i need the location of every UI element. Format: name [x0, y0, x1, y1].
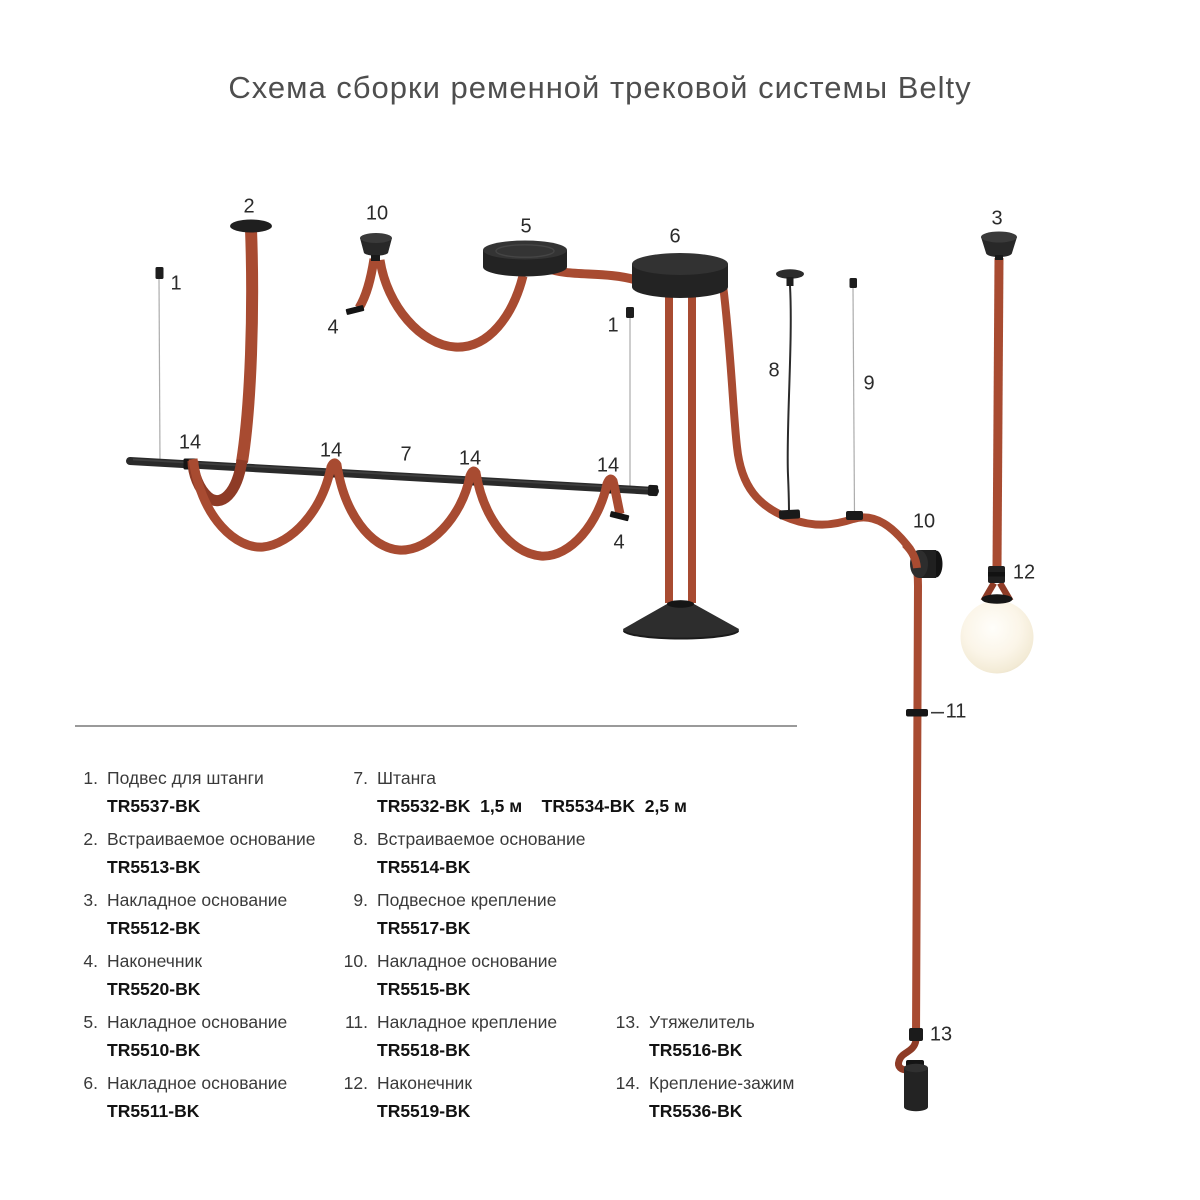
legend-item-number: 2.: [83, 829, 98, 849]
legend-item-number: 13.: [615, 1012, 640, 1032]
legend-item: [330, 1012, 557, 1062]
legend-item-code: TR5518-BK: [377, 1039, 471, 1060]
part-callout: 4: [327, 316, 339, 339]
legend-item-code: TR5517-BK: [377, 917, 471, 938]
legend-item: [330, 890, 556, 940]
surface-clip-11: [906, 709, 944, 717]
belt-end-tip: [346, 305, 365, 315]
legend-item-name: Встраиваемое основание: [107, 829, 316, 849]
legend-divider: [75, 725, 797, 727]
part-callout: 8: [768, 359, 780, 382]
legend-item-code: TR5511-BK: [107, 1100, 200, 1121]
part-callout: 12: [1012, 561, 1036, 584]
legend-item-name: Утяжелитель: [649, 1012, 755, 1032]
part-callout: 10: [365, 202, 389, 225]
part-callout: 1: [170, 272, 182, 295]
recessed-base-2: [230, 220, 272, 233]
legend-item-code: TR5519-BK: [377, 1100, 471, 1121]
weight-13: [898, 1028, 928, 1111]
legend-item-name: Наконечник: [377, 1073, 472, 1093]
page-title: Схема сборки ременной трековой системы Belty: [228, 70, 972, 105]
legend-item: [60, 1012, 287, 1062]
legend-item-number: 10.: [343, 951, 368, 971]
part-callout: 14: [596, 454, 620, 477]
legend-item-name: Штанга: [377, 768, 436, 788]
legend-item: [598, 1073, 794, 1123]
legend-item: [330, 768, 687, 818]
legend-item-number: 6.: [83, 1073, 98, 1093]
legend-item: [330, 829, 586, 879]
legend-item-number: 9.: [353, 890, 368, 910]
part-callout: 14: [178, 431, 202, 454]
part-callout: 2: [243, 195, 255, 218]
legend-item-code: TR5512-BK: [107, 917, 201, 938]
surface-base-10-right: [905, 544, 943, 578]
legend-item: [60, 1073, 287, 1123]
legend-item-number: 12.: [343, 1073, 368, 1093]
legend-item-code: TR5510-BK: [107, 1039, 201, 1060]
part-callout: 13: [929, 1023, 953, 1046]
legend-item-name: Накладное основание: [107, 1012, 288, 1032]
part-callout: 14: [458, 447, 482, 470]
belt-left-run: [193, 229, 629, 556]
part-callout: 9: [863, 372, 875, 395]
legend-item-code: TR5537-BK: [107, 795, 201, 816]
part-callout: 4: [613, 531, 625, 554]
legend-item-code: TR5532-BK 1,5 м TR5534-BK 2,5 м: [377, 795, 687, 816]
legend-item: [330, 951, 557, 1001]
legend-item: [60, 890, 287, 940]
part-callout: 6: [669, 225, 681, 248]
legend-item: [60, 951, 202, 1001]
legend-item-code: TR5536-BK: [649, 1100, 743, 1121]
legend-item-number: 14.: [615, 1073, 640, 1093]
legend-item-code: TR5515-BK: [377, 978, 471, 999]
part-callout: 1: [607, 314, 619, 337]
recessed-base-8: [776, 269, 804, 519]
legend-item-number: 8.: [353, 829, 368, 849]
legend-item-name: Встраиваемое основание: [377, 829, 586, 849]
part-callout: 7: [400, 443, 412, 466]
legend-item: [60, 768, 264, 818]
legend-item-code: TR5516-BK: [649, 1039, 743, 1060]
rod-hanger-wire-left: [156, 267, 164, 462]
legend-item-number: 7.: [353, 768, 368, 788]
surface-base-5: [483, 241, 636, 281]
legend-item-name: Накладное основание: [107, 890, 288, 910]
legend-item-name: Наконечник: [107, 951, 202, 971]
legend-item-number: 1.: [83, 768, 98, 788]
cone-shade: [623, 600, 739, 639]
legend-item-number: 11.: [344, 1012, 368, 1032]
legend-item-name: Накладное основание: [107, 1073, 288, 1093]
legend-item-name: Подвесное крепление: [377, 890, 557, 910]
legend-item-code: TR5513-BK: [107, 856, 201, 877]
legend-item-name: Накладное основание: [377, 951, 558, 971]
part-callout: 11: [945, 700, 967, 723]
legend-item: [60, 829, 316, 879]
legend-item-name: Накладное крепление: [377, 1012, 558, 1032]
legend-item: [330, 1073, 472, 1123]
pendant-mount-9: [846, 278, 863, 520]
part-callout: 14: [319, 439, 343, 462]
legend-item-number: 5.: [83, 1012, 98, 1032]
rod-hanger-wire-right: [626, 307, 634, 488]
legend-item-number: 4.: [83, 951, 98, 971]
legend-item-name: Подвес для штанги: [107, 768, 264, 788]
legend-item: [598, 1012, 755, 1062]
part-callout: 10: [912, 510, 936, 533]
legend-item-code: TR5520-BK: [107, 978, 201, 999]
part-callout: 3: [991, 207, 1003, 230]
legend-item-number: 3.: [83, 890, 98, 910]
legend-item-name: Крепление-зажим: [649, 1073, 795, 1093]
surface-base-3: [981, 232, 1017, 568]
legend-item-code: TR5514-BK: [377, 856, 471, 877]
part-callout: 5: [520, 215, 532, 238]
